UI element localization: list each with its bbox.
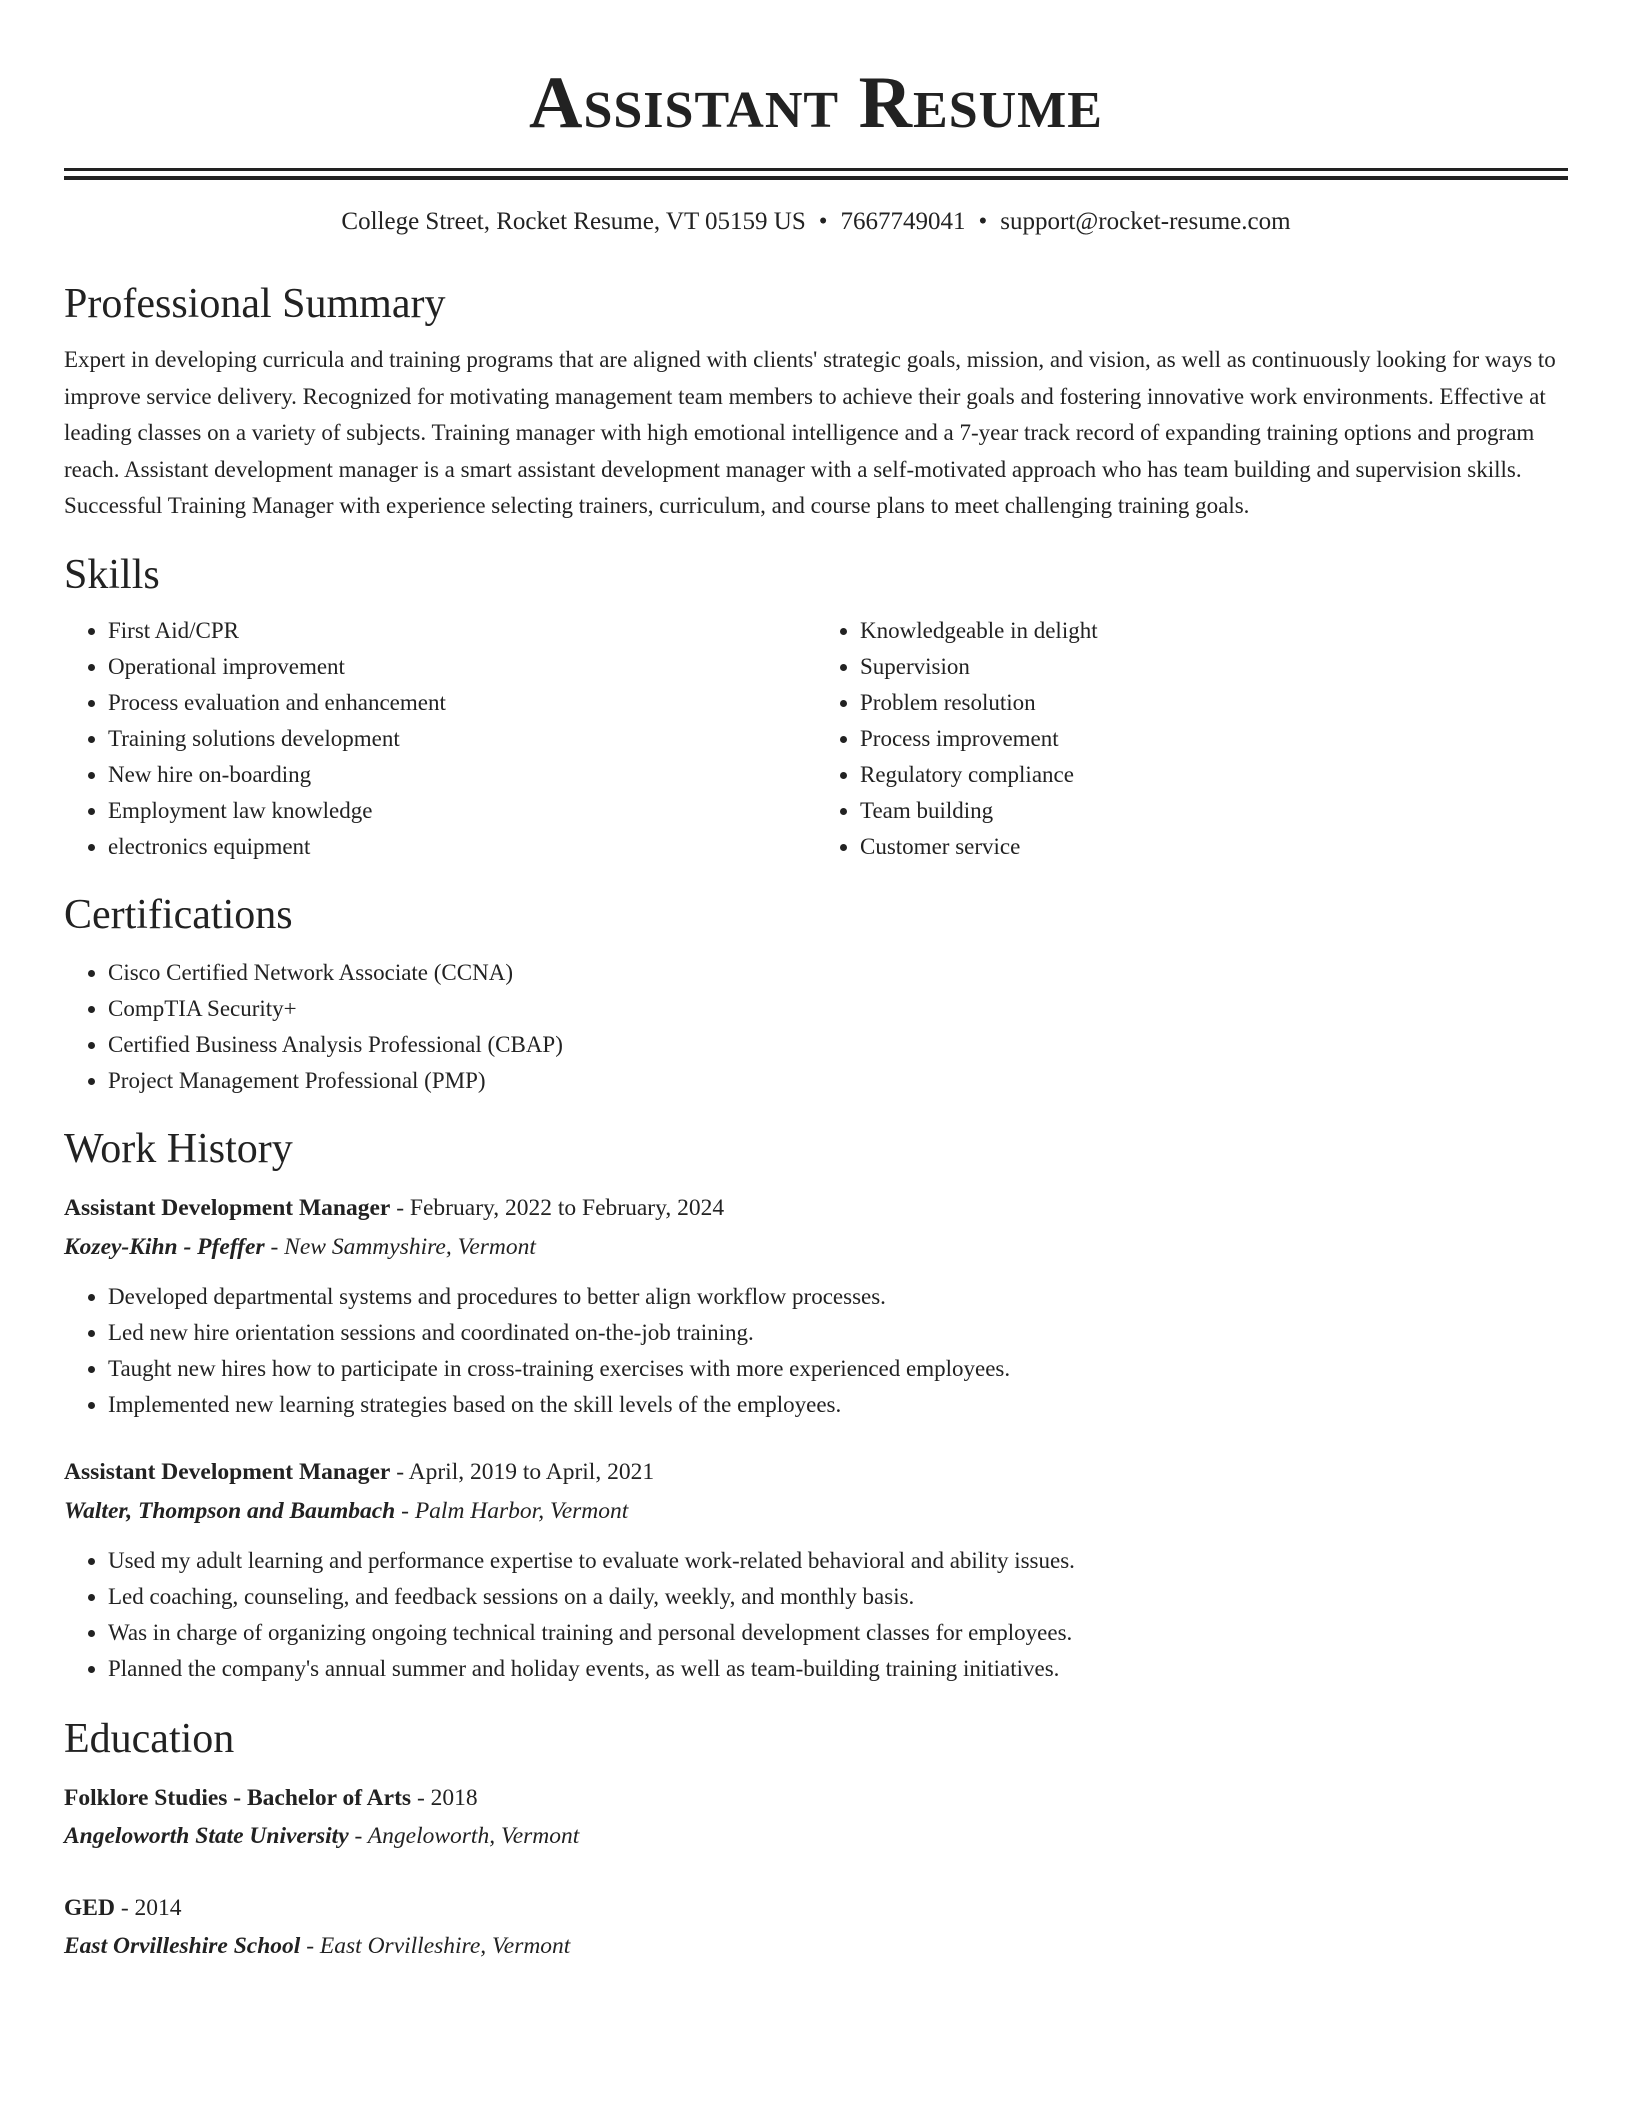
skill-item: • Supervision (860, 649, 1568, 685)
education-year: - 2014 (114, 1894, 182, 1921)
education-header (64, 1779, 1568, 1817)
job-bullet: • Developed departmental systems and procedures to better align workflow processes. (108, 1279, 1568, 1315)
job-entry (64, 1189, 1568, 1423)
education-year: - 2018 (411, 1784, 478, 1811)
skill-item: • Problem resolution (860, 685, 1568, 721)
job-header (64, 1189, 1568, 1227)
job-dates: - February, 2022 to February, 2024 (390, 1194, 725, 1221)
skills-grid (64, 613, 1568, 865)
job-bullet: • Used my adult learning and performance expertise to evaluate work-related behavioral and ability issues. (108, 1543, 1568, 1579)
job-company: Walter, Thompson and Baumbach (64, 1497, 396, 1524)
contact-separator: • (818, 208, 828, 235)
header-rule-top (64, 168, 1568, 171)
certification-item: • Cisco Certified Network Associate (CCNA) (108, 955, 1568, 991)
job-entry (64, 1453, 1568, 1687)
job-bullets (64, 1543, 1568, 1687)
job-company: Kozey-Kihn - Pfeffer (64, 1233, 265, 1260)
certification-item: • Certified Business Analysis Professional (CBAP) (108, 1027, 1568, 1063)
header-rule-bottom (64, 176, 1568, 180)
education-school-line (64, 1927, 1568, 1965)
contact-line (64, 204, 1568, 240)
skill-item: • Team building (860, 793, 1568, 829)
job-role: Assistant Development Manager (64, 1458, 391, 1485)
skill-item: • Knowledgeable in delight (860, 613, 1568, 649)
job-dates: - April, 2019 to April, 2021 (390, 1458, 655, 1485)
skill-item: • New hire on-boarding (108, 757, 816, 793)
education-school: Angeloworth State University (64, 1822, 349, 1849)
skill-item: • First Aid/CPR (108, 613, 816, 649)
skill-item: • Operational improvement (108, 649, 816, 685)
contact-email: support@rocket-resume.com (1000, 208, 1291, 235)
job-bullets (64, 1279, 1568, 1423)
education-location: - Angeloworth, Vermont (348, 1822, 580, 1849)
skill-item: • electronics equipment (108, 829, 816, 865)
job-bullet: • Led new hire orientation sessions and coordinated on-the-job training. (108, 1315, 1568, 1351)
resume-name: Assistant Resume (529, 62, 1103, 144)
summary-text: Expert in developing curricula and training programs that are aligned with clients' strategic goals, mission, and vision, as well as continuously looking for ways to improve service delivery. Recognized for motivating management team members to achieve their goals and fostering innovative work environments. Effective at leading classes on a variety of subjects. Training manager with high emotional intelligence and a 7-year track record of expanding training options and program reach. Assistant development manager is a smart assistant development manager with a self-motivated approach who has team building and supervision skills. Successful Training Manager with experience selecting trainers, curriculum, and course plans to meet challenging training goals. (64, 347, 1556, 518)
education-location: - East Orvilleshire, Vermont (300, 1932, 571, 1959)
certifications-heading: Certifications (64, 891, 293, 938)
summary-heading: Professional Summary (64, 281, 446, 327)
job-header (64, 1453, 1568, 1491)
certifications-list (64, 955, 1568, 1099)
job-bullet: • Taught new hires how to participate in cross-training exercises with more experienced employees. (108, 1351, 1568, 1387)
certification-item: • CompTIA Security+ (108, 991, 1568, 1027)
contact-separator: • (978, 208, 988, 235)
contact-phone: 7667749041 (840, 208, 966, 235)
skill-item: • Employment law knowledge (108, 793, 816, 829)
skill-item: • Regulatory compliance (860, 757, 1568, 793)
resume-page (64, 0, 1568, 1965)
certification-item: • Project Management Professional (PMP) (108, 1063, 1568, 1099)
job-company-line (64, 1491, 1568, 1531)
job-location: - Palm Harbor, Vermont (395, 1497, 629, 1524)
skills-list-right (816, 613, 1568, 865)
skill-item: • Training solutions development (108, 721, 816, 757)
education-degree: Folklore Studies - Bachelor of Arts (64, 1784, 412, 1811)
education-heading: Education (64, 1715, 235, 1762)
education-header (64, 1889, 1568, 1927)
job-bullet: • Planned the company's annual summer and holiday events, as well as team-building training initiatives. (108, 1651, 1568, 1687)
skills-list-left (64, 613, 816, 865)
skill-item: • Process evaluation and enhancement (108, 685, 816, 721)
education-entry (64, 1779, 1568, 1855)
education-school-line (64, 1817, 1568, 1855)
work-history-heading: Work History (64, 1125, 293, 1172)
skill-item: • Process improvement (860, 721, 1568, 757)
contact-address: College Street, Rocket Resume, VT 05159 US (341, 208, 806, 235)
job-location: - New Sammyshire, Vermont (264, 1233, 536, 1260)
job-bullet: • Led coaching, counseling, and feedback sessions on a daily, weekly, and monthly basis. (108, 1579, 1568, 1615)
skills-heading: Skills (64, 551, 160, 598)
skill-item: • Customer service (860, 829, 1568, 865)
education-entry (64, 1889, 1568, 1965)
job-bullet: • Was in charge of organizing ongoing technical training and personal development classes for employees. (108, 1615, 1568, 1651)
job-company-line (64, 1227, 1568, 1267)
job-role: Assistant Development Manager (64, 1194, 391, 1221)
education-degree: GED (64, 1894, 115, 1921)
education-school: East Orvilleshire School (64, 1932, 301, 1959)
job-bullet: • Implemented new learning strategies based on the skill levels of the employees. (108, 1387, 1568, 1423)
